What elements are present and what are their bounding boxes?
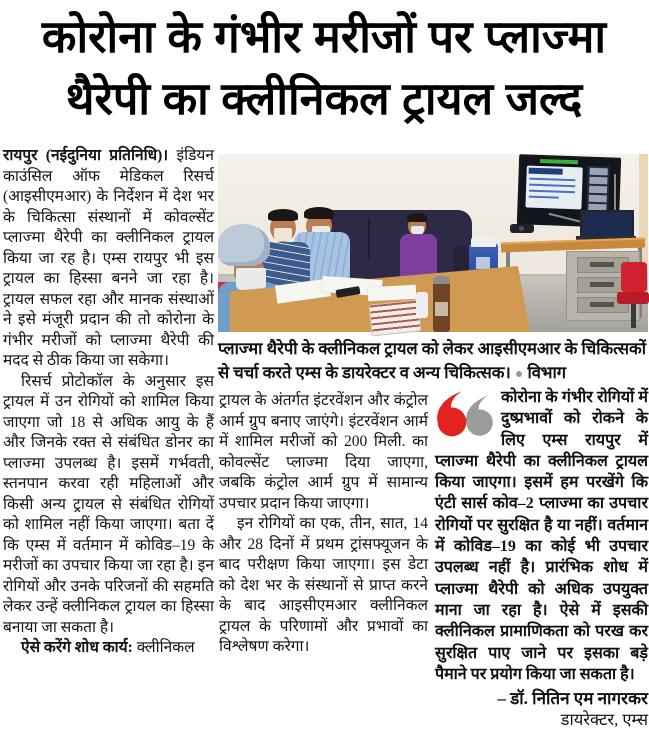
paper-sheet xyxy=(368,285,417,301)
paragraph-subhead xyxy=(3,638,214,659)
paragraph-3: ट्रायल के अंतर्गत इंटरवेंशन और कंट्रोल आर्म ग्रुप बनाए जाएंगे। इंटरवेंशन आर्म में शामिल मरीजों को 200 मिली. का कोवल्सेंट प्लाज्मा दिया जाएगा, जबकि कंट्रोल आर्म ग्रुप में सामान्य उपचार प्रदान किया जाएगा। xyxy=(219,392,428,512)
photo-credit: विभाग xyxy=(527,363,567,382)
participant-thumbnail xyxy=(589,186,607,194)
caption-text: प्लाज्मा थैरेपी के क्लीनिकल ट्रायल को लेकर आइसीएमआर के चिकित्सकों से चर्चा करते एम्स के डायरेक्टर व अन्य चिकित्सक। xyxy=(218,339,646,382)
news-photo xyxy=(218,154,648,332)
video-call-thumbnails xyxy=(586,166,610,217)
subhead-tail: क्लीनिकल xyxy=(132,639,195,656)
conference-phone xyxy=(368,299,421,336)
pull-quote xyxy=(435,387,648,731)
photo-caption xyxy=(218,337,648,387)
left-column xyxy=(3,146,214,659)
slide-text-line xyxy=(529,196,559,199)
tv-presentation-slide xyxy=(525,166,582,210)
person-3-hair xyxy=(304,207,334,219)
middle-column xyxy=(219,391,428,658)
credit-bullet-icon: ● xyxy=(514,367,524,382)
webcam xyxy=(510,224,534,233)
headline-line-1: कोरोना के गंभीर मरीजों पर प्लाज्मा xyxy=(41,11,607,62)
slide-text-line xyxy=(529,178,575,182)
paragraph-4: इन रोगियों का एक, तीन, सात, 14 और 28 दिनों में प्रथम ट्रांसफ्यूजन के बाद परीक्षण किया जाएगा। इस डेटा को देश भर के संस्थानों से प्राप्त करने के बाद आइसीएमआर क्लीनिकल ट्रायल के परिणामों और प्रभावों का विश्लेषण करेगा। xyxy=(219,515,428,655)
quote-attribution: – डॉ. नितिन एम नागरकर xyxy=(497,689,648,709)
participant-thumbnail xyxy=(589,195,607,203)
water-bottle xyxy=(433,276,450,332)
sofa-seam xyxy=(368,218,370,258)
person-2-hair xyxy=(268,209,298,221)
slide-title-bar xyxy=(529,168,563,175)
slide-text-line xyxy=(529,190,575,194)
article-headline xyxy=(0,6,648,130)
person-2-mask xyxy=(274,228,292,241)
person-1-surgical-cap xyxy=(218,224,270,266)
paragraph-1-text: इंडियन काउंसिल ऑफ मेडिकल रिसर्च (आइसीएमआर) के निर्देशन में देश भर के चिकित्सा संस्थानों में कोवल्सेंट प्लाज्मा थैरेपी का क्लीनिकल ट्रायल किया जा रह है। एम्स रायपुर भी इस ट्रायल का हिस्सा बनने जा रहा है। ट्रायल सफल रहा और मानक संस्थाओं ने इसे मंजूरी प्रदान की तो कोरोना के गंभीर मरीजों को प्लाज्मा थैरेपी की मदद से ठीक किया जा सकेगा। xyxy=(3,147,214,369)
subhead-bold: ऐसे करेंगे शोध कार्य: xyxy=(21,639,133,656)
tv-reflection xyxy=(540,159,578,164)
dateline: रायपुर (नईदुनिया प्रतिनिधि)। xyxy=(3,147,169,164)
paragraph-2: रिसर्च प्रोटोकॉल के अनुसार इस ट्रायल में उन रोगियों को शामिल किया जाएगा जो 18 से अधिक आयु के हैं और जिनके रक्त से संबंधित डोनर का प्लाज्मा उपलब्ध है। इसमें गर्भवती, स्तनपान करवा रही महिलाओं और किसी अन्य ट्रायल से संबंधित रोगियों को शामिल नहीं किया जाएगा। बता दें कि एम्स में वर्तमान में कोविड–19 के मरीजों का उपचार किया जा रहा है। इन रोगियों और उनके परिजनों की सहमति लेकर उन्हें क्लीनिकल ट्रायल का हिस्सा बनाया जा सकता है। xyxy=(3,372,214,636)
quotation-marks-icon xyxy=(435,389,493,431)
person-1-mask xyxy=(236,268,266,290)
quote-text: कोरोना के गंभीर रोगियों में दुष्प्रभावों को रोकने के लिए एम्स रायपुर में प्लाज्मा थैरेपी का क्लीनिकल ट्रायल किया जाएगा। इसमें हम परखेंगे कि एंटी सार्स कोव–2 प्लाज्मा का उपचार रोगियों पर सुरक्षित है या नहीं। वर्तमान में कोविड–19 का कोई भी उपचार उपलब्ध नहीं है। प्रारंभिक शोध में प्लाज्मा थैरेपी को अधिक उपयुक्त माना जा रहा है। ऐसे में इसकी क्लीनिकल प्रामाणिकता को परख कर सुरक्षित पाए जाने पर इसका बड़े पैमाने पर प्रयोग किया जा सकता है। xyxy=(435,389,648,683)
participant-thumbnail xyxy=(589,177,607,185)
dustbin-lid xyxy=(471,237,496,247)
quote-designation: डायरेक्टर, एम्स xyxy=(560,710,648,730)
sanitizer-bottle xyxy=(416,292,428,318)
paragraph-lead xyxy=(3,146,214,372)
slide-text-line xyxy=(529,184,575,188)
headline-line-2: थैरेपी का क्लीनिकल ट्रायल जल्द xyxy=(65,73,583,124)
red-office-chair xyxy=(617,262,649,328)
person-purple-hair xyxy=(407,213,427,222)
dustbin-label xyxy=(476,257,490,269)
webcam-lens xyxy=(519,226,524,231)
bottle-label xyxy=(435,302,448,316)
participant-thumbnail xyxy=(590,168,608,176)
